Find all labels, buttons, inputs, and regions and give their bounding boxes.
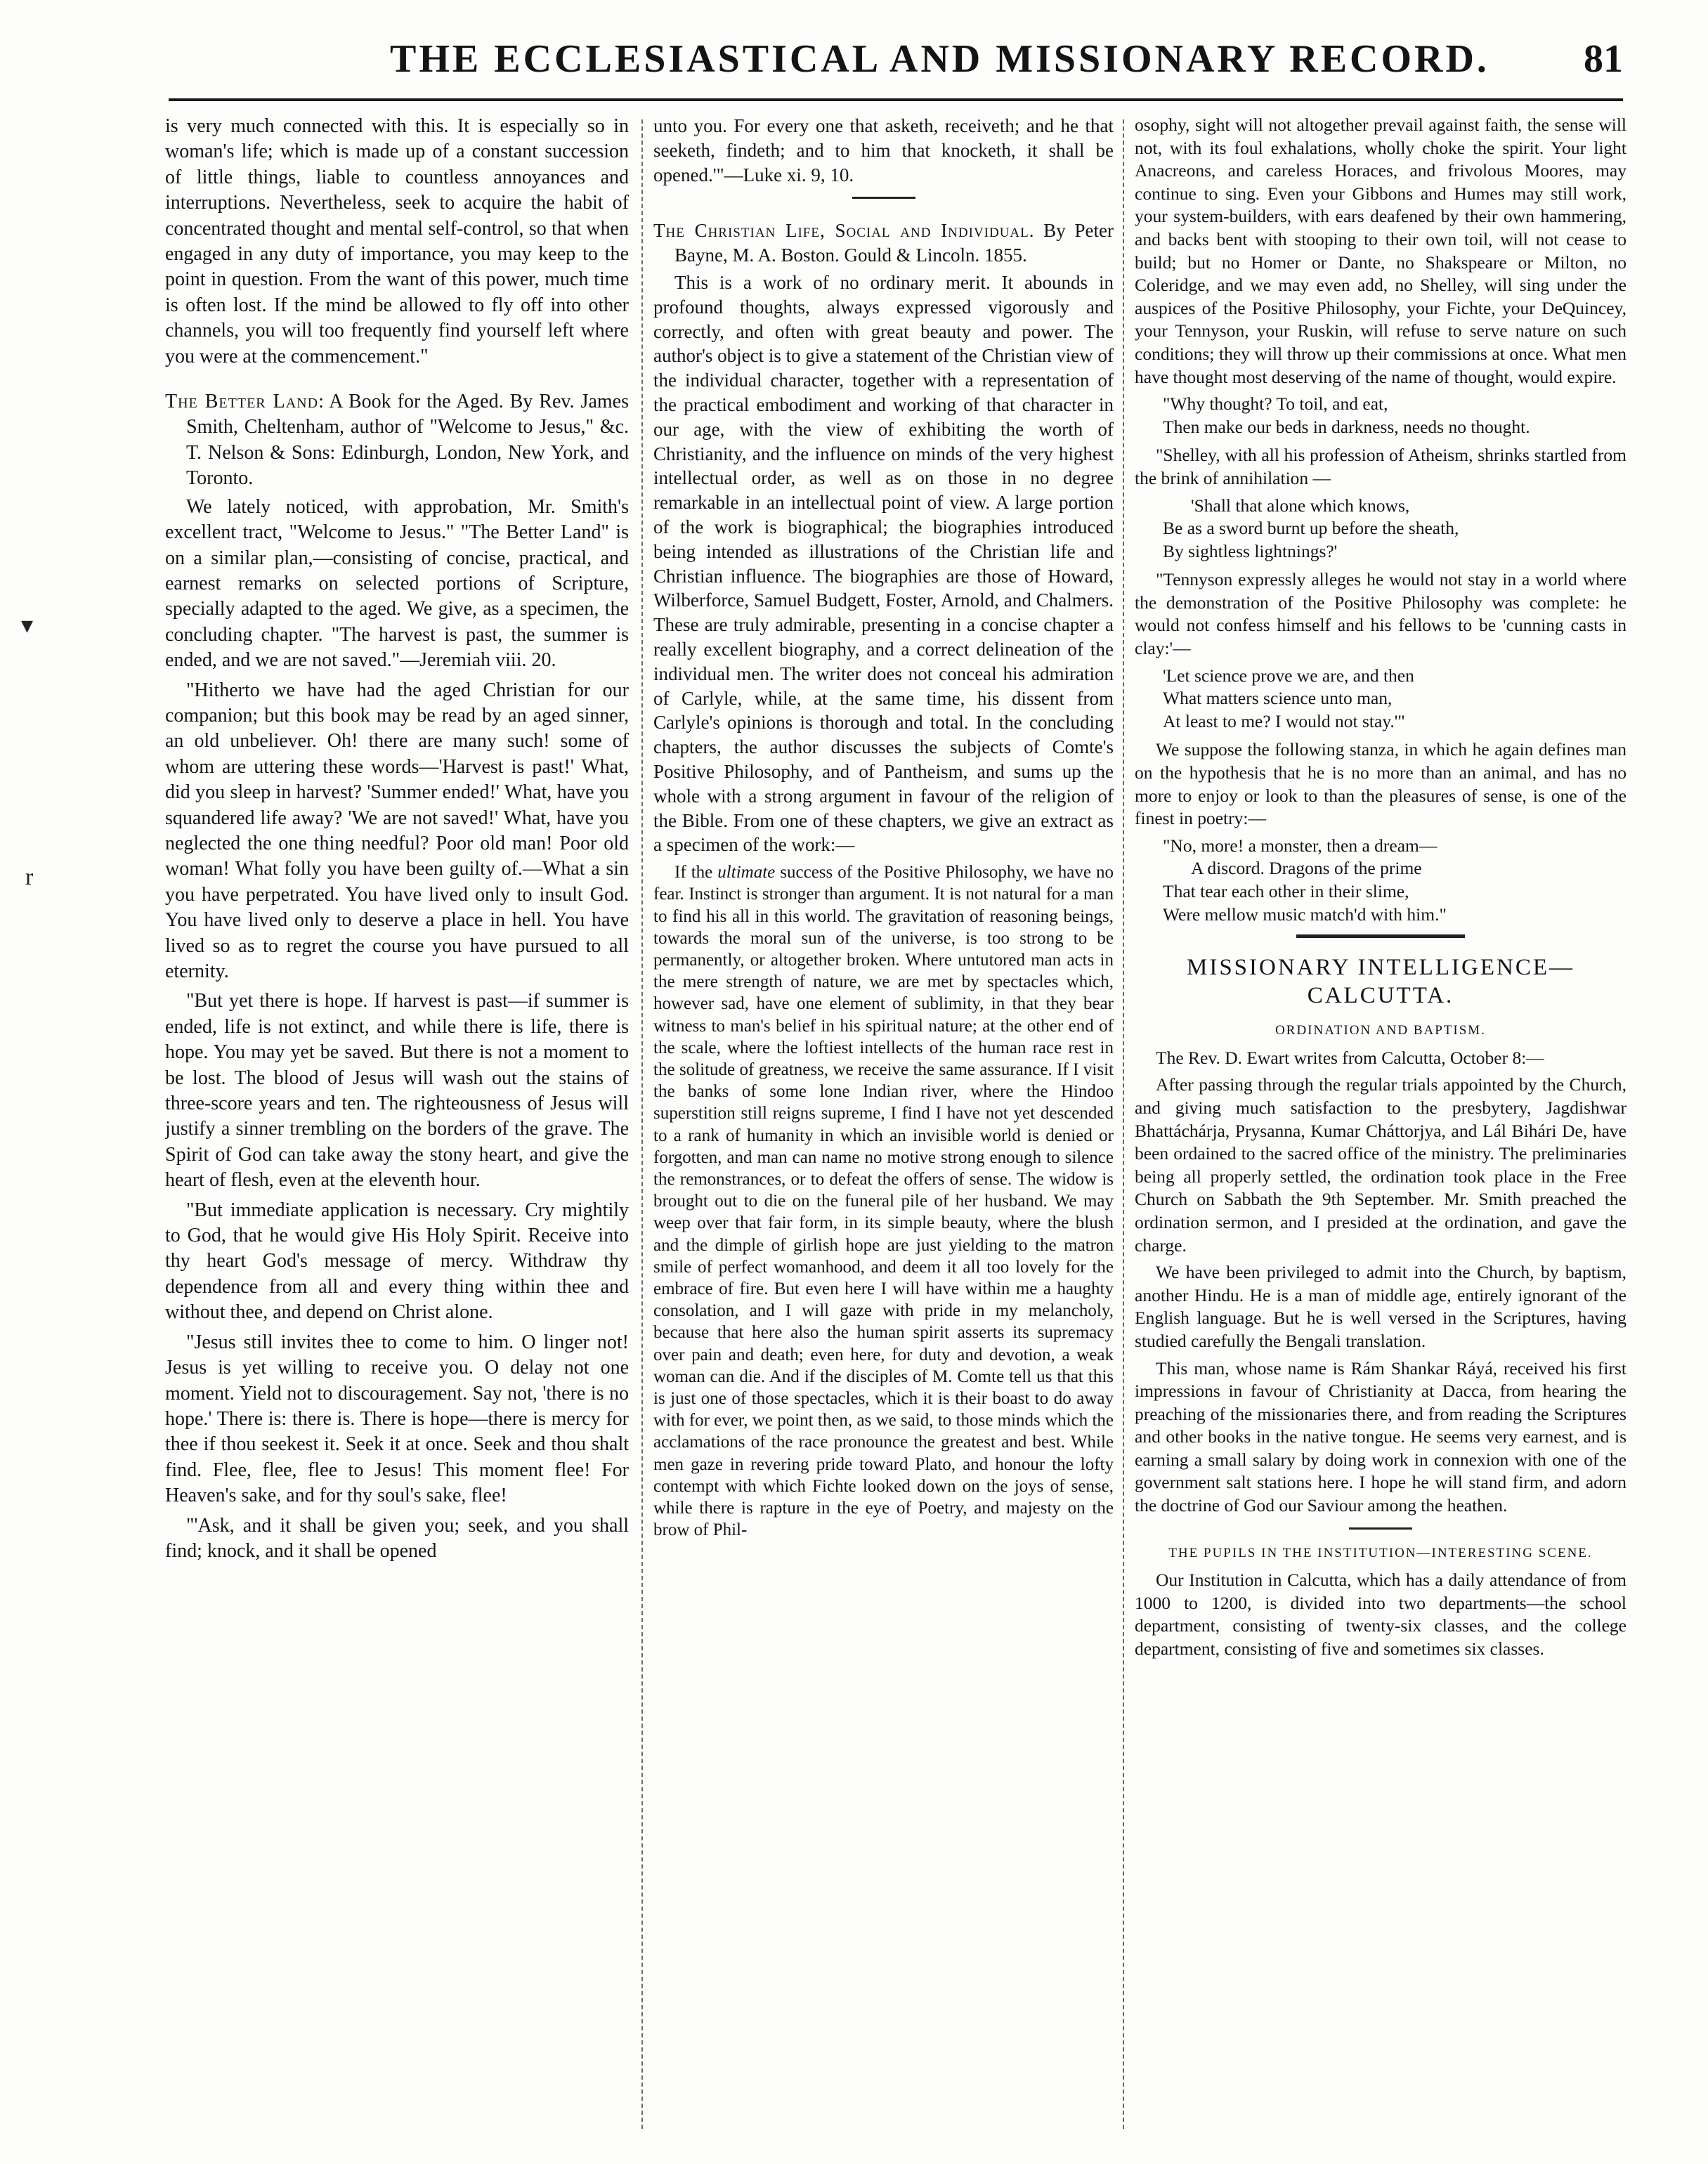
- extract-text: success of the Positive Philosophy, we have no fear. Instinct is stronger than argument. It is not natural for a man to find his all in this world. The gravitation of reasoning beings, towards the moral sun of the universe, is too strong to be permanently, or altogether broken. Where untutored man acts in the mere strength of nature, we are met by spectacles which, however sad, have one element of sublimity, in that they bear witness to man's belief in his spiritual nature; at the other end of the scale, where the loftiest intellects of the human race rest in the solitude of greatness, we receive the same assurance. If I visit the banks of some lone Indian river, where the Hindoo superstition still reigns supreme, I find I have not yet descended to a rank of humanity in which an invisible world is denied or forgotten, and man can name no motive strong enough to silence the remonstrances, or to defeat the offers of sense. The widow is brought out to die on the funeral pile of her husband. We may weep over that fair form, in its simple beauty, where the blush and the dimple of girlish hope are just yielding to the matron smile of perfect womanhood, and deem it all too lovely for the embrace of fire. But even here I will have within me a haughty consolation, and I will gaze with pride in my melancholy, because that here also the human spirit asserts its supremacy over pain and death; even here, for duty and devotion, a weak woman can die. And if the disciples of M. Comte tell us that this is just one of those spectacles, which it is their boast to do away with for ever, we point then, as we said, to those minds which the acclamations of the race pronounce the greatest and best. While men gaze in revering pride toward Plato, and honour the lofty contempt with which Fichte looked down on the joys of sense, while there is rapture in the eye of Poetry, and majesty on the brow of Phil-: [653, 863, 1114, 1540]
- verse-line: A discord. Dragons of the prime: [1191, 858, 1422, 879]
- verse-line: Were mellow music match'd with him.": [1163, 904, 1447, 925]
- verse-quote: [1163, 835, 1626, 926]
- margin-arrow-mark: ▾: [21, 613, 34, 639]
- verse-line: What matters science unto man,: [1163, 688, 1393, 709]
- paragraph: This man, whose name is Rám Shankar Ráyá, received his first impressions in favour of Christianity at Dacca, from hearing the preaching of the missionaries there, and from reading the Scriptures and other books in the native tongue. He seems very earnest, and is earning a small salary by doing work in connexion with one of the government salt stations here. I hope he will stand firm, and adorn the doctrine of God our Saviour among the heathen.: [1135, 1357, 1626, 1516]
- extract-lead: If the: [674, 863, 718, 882]
- review-details: : A Book for the Aged. By Rev. James Smith, Cheltenham, author of "Welcome to Jesus," &c. T. Nelson & Sons: Edinburgh, London, New York, and Toronto.: [186, 391, 629, 490]
- review-heading: [653, 219, 1114, 268]
- section-title: MISSIONARY INTELLIGENCE—CALCUTTA.: [1187, 955, 1575, 1009]
- verse-line: That tear each other in their slime,: [1163, 881, 1409, 901]
- paragraph: "Hitherto we have had the aged Christian for our companion; but this book may be read by an aged sinner, an old unbeliever. Oh! there are many such! some of whom are uttering these words—'Harvest is past!' What, did you sleep in harvest? 'Summer ended!' What, have you squandered life away? 'We are not saved!' What, have you neglected the one thing needful? Poor old man! Poor old woman! What folly you have been guilty of.—What a sin you have perpetrated. You have lived only to insult God. You have lived only to deserve a place in hell. You have lived so as to regret the course you have pursued to all eternity.: [165, 679, 629, 982]
- column-1: [165, 114, 629, 2137]
- paragraph: "But yet there is hope. If harvest is past—if summer is ended, life is not extinct, and while there is life, there is hope. You may yet be saved. But there is not a moment to be lost. The blood of Jesus will wash out the stains of three-score years and ten. The righteousness of Jesus will justify a sinner trembling on the borders of the grave. The Spirit of God can take away the stony heart, and give the heart of flesh, even at the eleventh hour.: [165, 990, 629, 1192]
- paragraph: Our Institution in Calcutta, which has a daily attendance of from 1000 to 1200, is divided into two departments—the school department, consisting of twenty-six classes, and the college department, consisting of five and sometimes six classes.: [1135, 1570, 1626, 1660]
- paragraph: We have been privileged to admit into the Church, by baptism, another Hindu. He is a man of middle age, entirely ignorant of the English language. But he is well versed in the Scriptures, having studied carefully the Bengali translation.: [1135, 1262, 1626, 1351]
- column-rule: [1123, 119, 1124, 2129]
- review-heading: [165, 389, 629, 492]
- column-rule: [641, 119, 643, 2129]
- review-title: The Christian Life, Social and Individual.: [653, 220, 1035, 242]
- paragraph: We suppose the following stanza, in which he again defines man on the hypothesis that he is no more than an animal, and has no more to enjoy or look to than the pleasures of sense, is one of the finest in poetry:—: [1135, 739, 1626, 829]
- review-details: By Peter Bayne, M. A. Boston. Gould & Lincoln. 1855.: [674, 220, 1114, 266]
- separator-rule: [1349, 1527, 1412, 1530]
- paragraph: "'Ask, and it shall be given you; seek, and you shall find; knock, and it shall be opened: [165, 1514, 629, 1562]
- separator-rule: [852, 197, 915, 199]
- header-rule: [169, 98, 1623, 101]
- verse-line: Then make our beds in darkness, needs no thought.: [1163, 416, 1530, 437]
- verse-line: At least to me? I would not stay.'": [1163, 710, 1405, 731]
- running-header: [169, 37, 1623, 93]
- verse-line: Be as a sword burnt up before the sheath,: [1163, 518, 1459, 539]
- paragraph: The Rev. D. Ewart writes from Calcutta, October 8:—: [1156, 1047, 1544, 1068]
- verse-quote: [1163, 665, 1626, 734]
- verse-line: "No, more! a monster, then a dream—: [1163, 835, 1438, 856]
- running-title: THE ECCLESIASTICAL AND MISSIONARY RECORD.: [390, 37, 1489, 81]
- paragraph: "Shelley, with all his profession of Atheism, shrinks startled from the brink of annihilation —: [1135, 445, 1626, 488]
- paragraph: We lately noticed, with approbation, Mr. Smith's excellent tract, "Welcome to Jesus." "The Better Land" is on a similar plan,—consisting of concise, practical, and earnest remarks on selected portions of Scripture, specially adapted to the aged. We give, as a specimen, the concluding chapter. "The harvest is past, the summer is ended, and we are not saved."—Jeremiah viii. 20.: [165, 495, 629, 672]
- review-title: The Better Land: [165, 391, 319, 413]
- page-number: 81: [1584, 37, 1623, 81]
- verse-quote: [1163, 393, 1626, 438]
- paragraph: After passing through the regular trials appointed by the Church, and giving much satisfaction to the presbytery, Jagdishwar Bhattáchárja, Prysanna, Kumar Cháttorjya, and Lál Bihári De, have been ordained to the sacred office of the ministry. The preliminaries being all properly settled, the ordination took place in the Free Church on Sabbath the 9th September. Mr. Smith preached the ordination sermon, and I presided at the ordination, and gave the charge.: [1135, 1074, 1626, 1256]
- paragraph: osophy, sight will not altogether prevail against faith, the sense will not, with its foul exhalations, wholly choke the spirit. Your light Anacreons, and careless Horaces, and frivolous Moores, may continue to sing. Even your Gibbons and Humes may still work, your system-builders, with ears deafened by their own hammering, and backs bent with stooping to their own toil, will not cease to build; but no Homer or Dante, no Shakspeare or Milton, no Coleridge, and we may even add, no Shelley, will sing under the auspices of the Positive Philosophy, your Fichte, your DeQuincey, your Tennyson, your Ruskin, will refuse to serve nature on such conditions; they will throw up their commissions at once. What men have thought most deserving of the name of thought, would expire.: [1135, 115, 1626, 387]
- column-2: [653, 114, 1114, 2137]
- verse-line: 'Let science prove we are, and then: [1163, 665, 1414, 686]
- paragraph: unto you. For every one that asketh, receiveth; and he that seeketh, findeth; and to him that knocketh, it shall be opened.'"—Luke xi. 9, 10.: [653, 115, 1114, 185]
- verse-line: 'Shall that alone which knows,: [1191, 495, 1410, 516]
- paragraph: "Tennyson expressly alleges he would not stay in a world where the demonstration of the Positive Philosophy was complete: he would not confess himself and his fellows to be 'cunning casts in clay:'—: [1135, 569, 1626, 659]
- margin-mark: r: [25, 864, 34, 890]
- verse-quote: [1163, 495, 1626, 563]
- column-3: [1135, 114, 1626, 2137]
- paragraph: is very much connected with this. It is especially so in woman's life; which is made up of a constant succession of little things, liable to countless annoyances and interruptions. Nevertheless, seek to acquire the habit of concentrated thought and mental self-control, so that when engaged in any duty of importance, you may keep to the point in question. From the want of this power, much time is often lost. If the mind be allowed to fly off into other channels, you will too frequently find yourself left where you were at the commencement.": [165, 115, 629, 367]
- verse-line: By sightless lightnings?': [1163, 540, 1338, 561]
- paragraph: This is a work of no ordinary merit. It abounds in profound thoughts, always expressed vigorously and correctly, and often with great beauty and power. The author's object is to give a statement of the Christian view of the individual character, together with a representation of the practical embodiment and working of that character in our age, with the view of exhibiting the worth of Christianity, and the influence on minds of the very highest intellectual order, as well as on those in no degree remarkable in an intellectual point of view. A large portion of the work is biographical; the biographies introduced being intended as illustrations of the Christian life and Christian influence. The biographies are those of Howard, Wilberforce, Samuel Budgett, Foster, Arnold, and Chalmers. These are truly admirable, presenting in a concise chapter a really excellent biography, and a correct delineation of the individual men. The writer does not conceal his admiration of Carlyle, while, at the same time, his dissent from Carlyle's opinions is thorough and total. In the concluding chapters, the author discusses the subjects of Comte's Positive Philosophy, and of Pantheism, and sums up the whole with a strong argument in favour of the religion of the Bible. From one of these chapters, we give an extract as a specimen of the work:—: [653, 271, 1114, 856]
- paragraph: "Jesus still invites thee to come to him. O linger not! Jesus is yet willing to receive you. O delay not one moment. Yield not to discouragement. Say not, 'there is no hope.' There is: there is. There is hope—there is mercy for thee if thou seekest it. Seek it at once. Seek and thou shalt find. Flee, flee, flee to Jesus! This moment flee! For Heaven's sake, and for thy soul's sake, flee!: [165, 1331, 629, 1507]
- subheading: THE PUPILS IN THE INSTITUTION—INTERESTING SCENE.: [1168, 1545, 1593, 1560]
- paragraph: "But immediate application is necessary. Cry mightily to God, that he would give His Holy Spirit. Receive into thy heart God's message of mercy. Withdraw thy dependence from all and every thing within thee and without thee, and depend on Christ alone.: [165, 1199, 629, 1324]
- section-divider: [1296, 934, 1465, 938]
- extract-emphasis: ultimate: [717, 863, 776, 882]
- verse-line: "Why thought? To toil, and eat,: [1163, 393, 1388, 415]
- extract-paragraph: [653, 861, 1114, 1541]
- subheading: ORDINATION AND BAPTISM.: [1275, 1023, 1486, 1038]
